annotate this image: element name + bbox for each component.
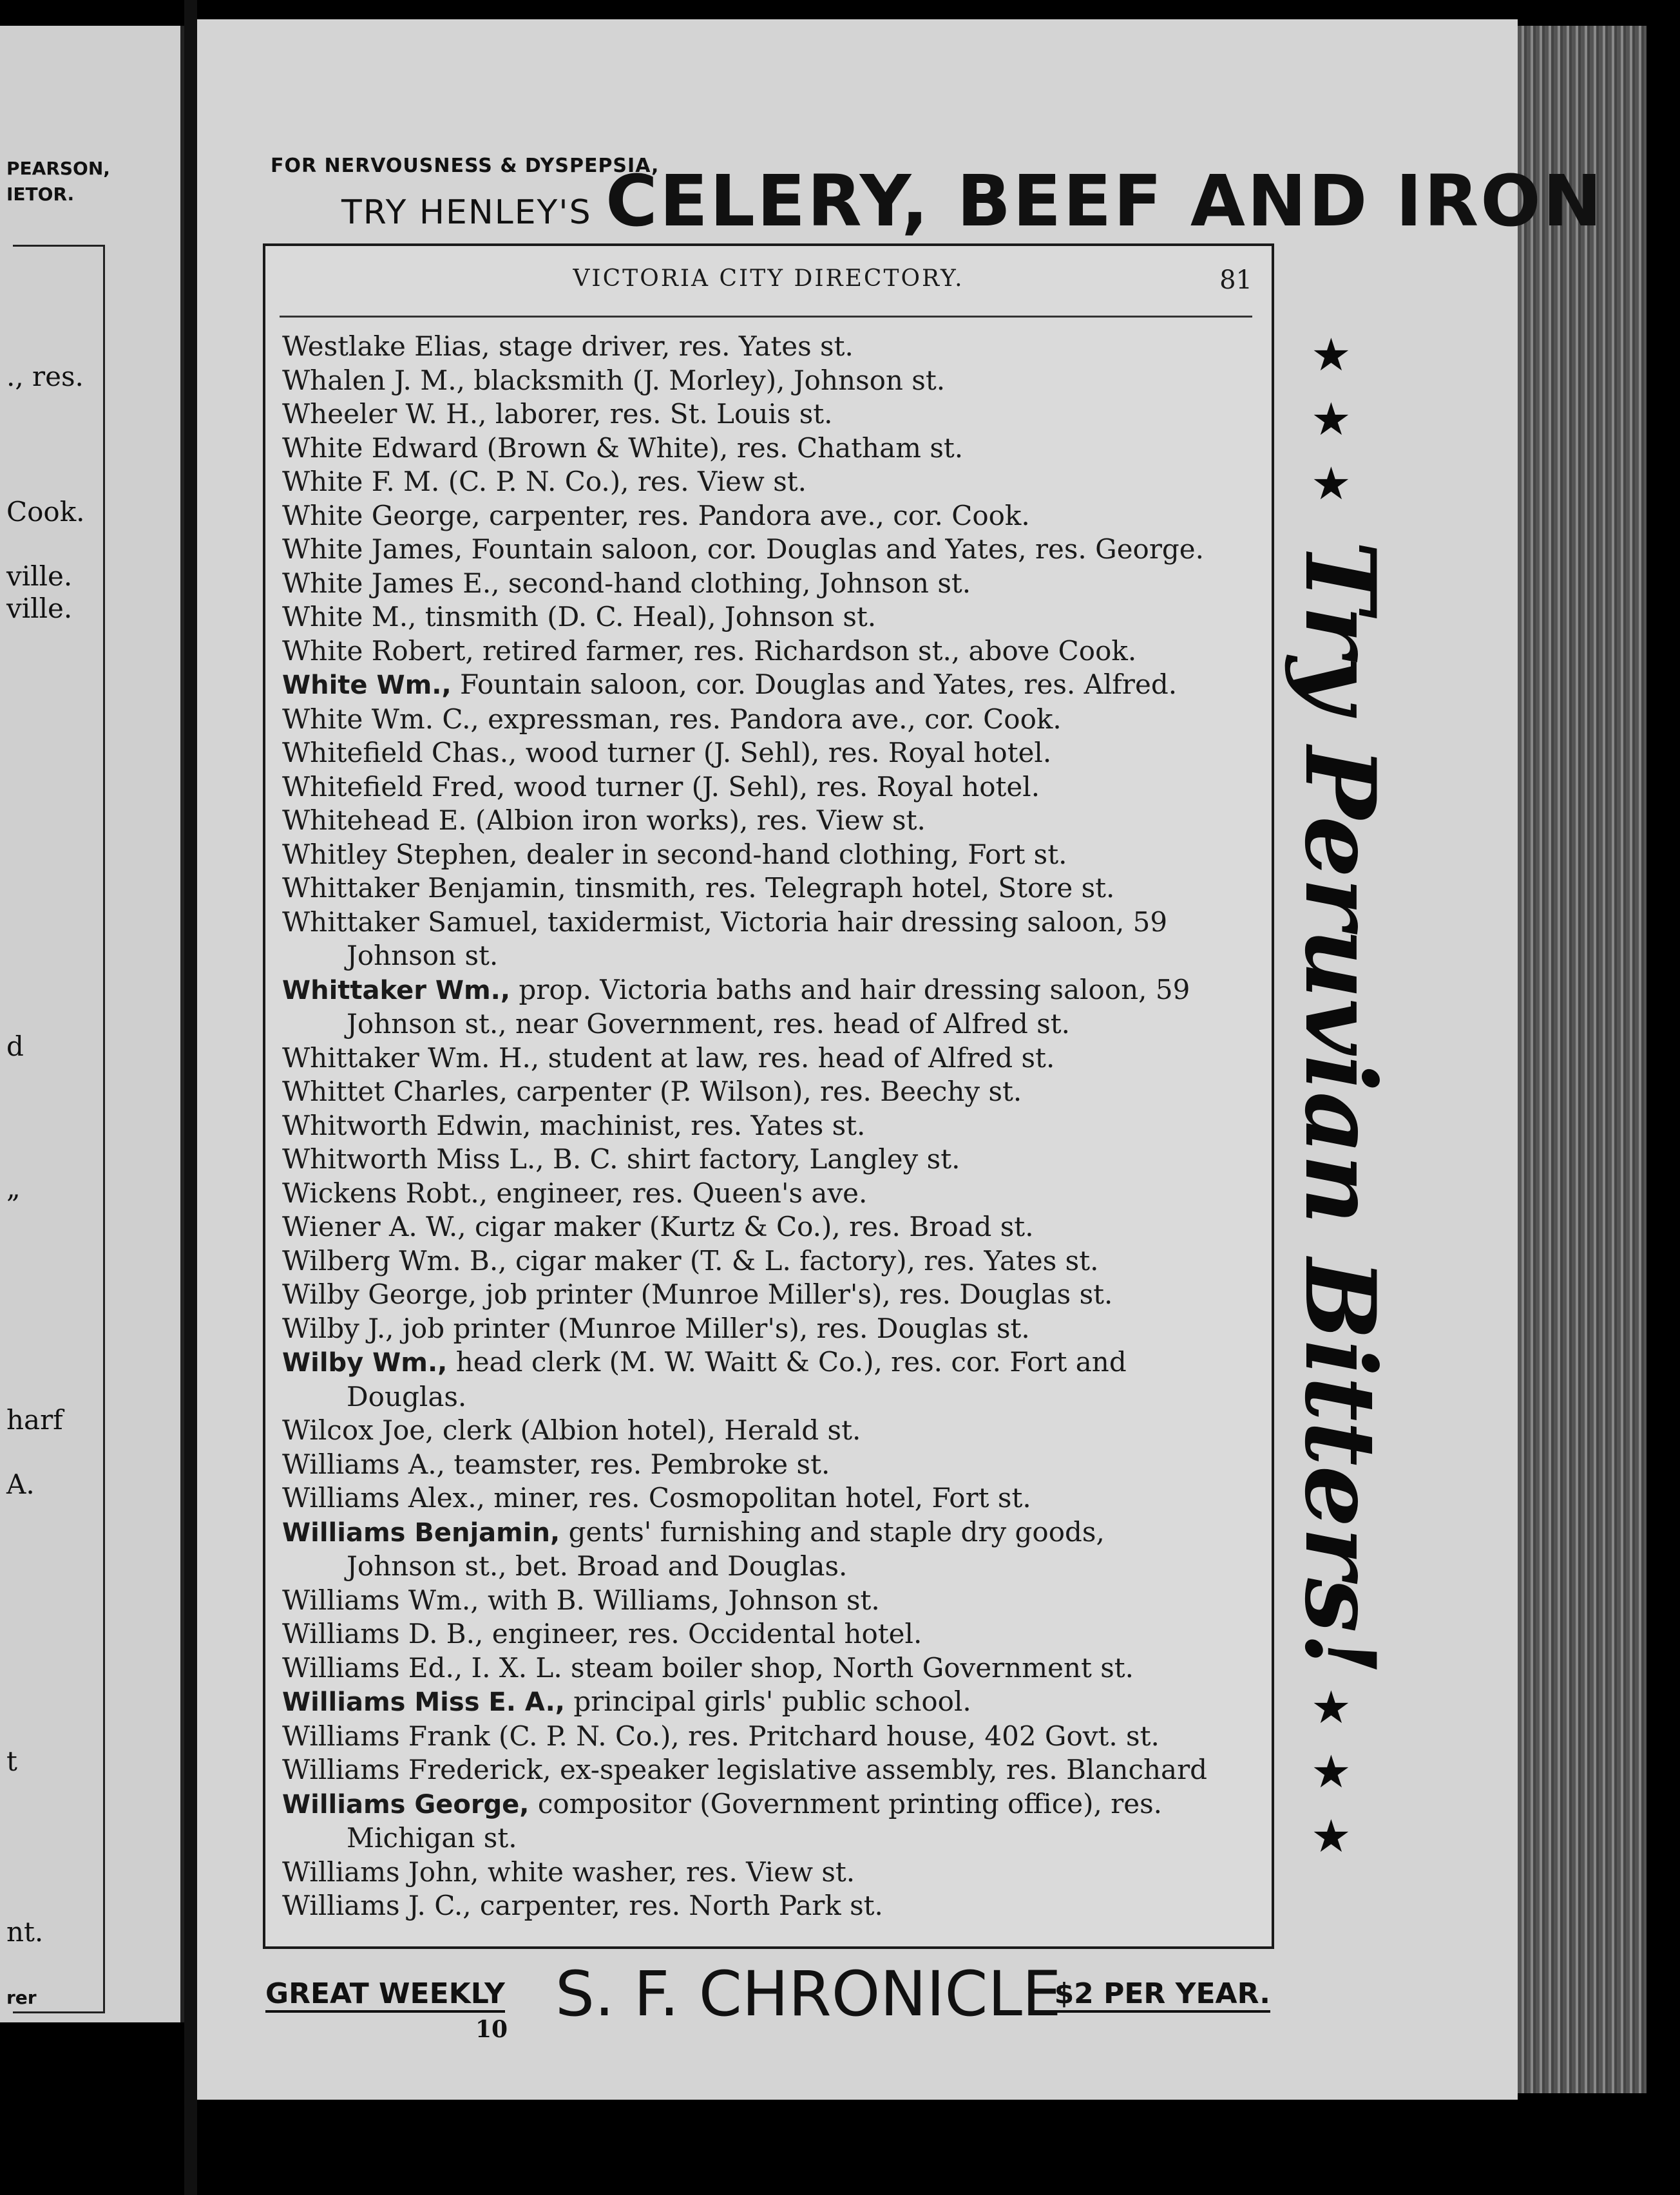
entry-name: White M., [282,601,417,632]
entry-details: cigar maker (Kurtz & Co.), res. Broad st. [466,1211,1034,1242]
directory-entry [282,1856,1261,1890]
entry-name: Whitley Stephen, [282,838,518,870]
ad-newspaper-name: S. F. CHRONICLE [555,1958,1062,2030]
entry-details: wood turner (J. Sehl), res. Royal hotel. [517,737,1052,768]
directory-entry [282,1244,1261,1278]
entry-name: Whittaker Benjamin, [282,872,566,904]
entry-name: White Edward [282,432,479,464]
directory-entry [282,1210,1261,1244]
entry-details: head clerk (M. W. Waitt & Co.), res. cor. Fort and [447,1346,1127,1378]
left-page-fragment: ville. [6,593,73,624]
entry-details: B. C. shirt factory, Langley st. [544,1143,960,1175]
entry-name: Whittet Charles, [282,1076,508,1107]
left-page-fragment: ville. [6,560,73,592]
entry-details: Michigan st. [347,1822,517,1854]
entry-details: Johnson st. [347,940,499,971]
directory-entry [282,600,1261,634]
entry-details: Johnson st., bet. Broad and Douglas. [347,1550,848,1582]
directory-entry-continuation [282,1821,1261,1856]
entry-name: White George, [282,499,481,531]
ad-product-name: CELERY, BEEF AND IRON [606,160,1604,242]
entry-name: Whalen J. M., [282,364,465,396]
entry-details: tinsmith (D. C. Heal), Johnson st. [416,601,877,632]
directory-entry [282,364,1261,398]
entry-details: blacksmith (J. Morley), Johnson st. [464,364,946,396]
star-icon: ★ [1311,328,1351,381]
entry-details: machinist, res. Yates st. [531,1109,866,1141]
ad-weekly-label: GREAT WEEKLY [265,1977,505,2013]
entry-details: engineer, res. Occidental hotel. [483,1618,922,1649]
directory-entry [282,1651,1261,1686]
top-advertisement [271,155,1604,242]
directory-entry [282,1617,1261,1651]
directory-entry-continuation [282,1007,1261,1041]
entry-details: I. X. L. steam boiler shop, North Government st. [463,1651,1134,1684]
entry-details: wood turner (J. Sehl), res. Royal hotel. [505,770,1040,803]
entry-name: White Wm., [282,670,452,700]
entry-details: Douglas. [347,1380,467,1412]
entry-name: Wilby J., [282,1312,394,1344]
left-page-fragment: „ [6,1172,21,1204]
entry-name: Whittaker Samuel, [282,906,539,938]
entry-details: dealer in second-hand clothing, Fort st. [517,838,1067,870]
directory-entry [282,1075,1261,1109]
entry-name: Whittaker Wm., [282,975,511,1005]
star-icon: ★ [1311,1810,1351,1863]
side-slogan-text: Try Peruvian Bitters! [1283,540,1397,1675]
directory-entry [282,973,1261,1008]
directory-entry [282,804,1261,838]
entry-name: Wheeler W. H., [282,398,487,430]
ad-small-line: FOR NERVOUSNESS & DYSPEPSIA, [271,155,660,177]
signature-mark: 10 [475,2016,508,2043]
directory-frame [263,243,1274,1949]
directory-entry [282,1584,1261,1618]
directory-entry [282,1787,1261,1822]
directory-entry [282,397,1261,432]
entry-details: ex-speaker legislative assembly, res. Blanchard [551,1754,1208,1785]
entry-name: Whitefield Chas., [282,737,517,768]
page-number: 81 [1219,265,1252,295]
directory-entry [282,465,1261,499]
entry-name: White James, [282,533,463,565]
side-advertisement [1282,328,1398,1887]
entry-details: principal girls' public school. [564,1686,971,1717]
entry-details: job printer (Munroe Miller's), res. Douglas st. [477,1278,1113,1310]
entry-name: Wilby George, [282,1278,477,1310]
star-icon: ★ [1311,1745,1351,1798]
directory-entry [282,838,1261,872]
left-facing-page [0,26,184,2022]
directory-entry [282,906,1261,940]
directory-entry-continuation [282,1550,1261,1584]
directory-entry [282,1312,1261,1346]
left-page-fragment: Cook. [6,496,85,527]
left-page-fragment: harf [6,1404,63,1436]
left-page-fragment: PEARSON, [6,158,110,179]
bottom-advertisement [265,1958,1270,2035]
entry-details: (C. P. N. Co.), res. Pritchard house, 402 Govt. st. [490,1720,1160,1752]
directory-entry [282,1720,1261,1754]
entry-name: Wilcox Joe, [282,1414,434,1446]
entry-name: Williams D. B., [282,1618,484,1649]
entry-name: Williams Benjamin, [282,1517,560,1548]
entry-details: second-hand clothing, Johnson st. [499,567,971,599]
directory-entry [282,770,1261,804]
entry-details: white washer, res. View st. [479,1856,855,1888]
directory-entry [282,499,1261,533]
ad-price: $2 PER YEAR. [1055,1977,1270,2013]
entry-details: (C. P. N. Co.), res. View st. [439,466,807,497]
directory-entry [282,1481,1261,1516]
entry-details: Johnson st., near Government, res. head of Alfred st. [347,1008,1070,1040]
directory-entry [282,634,1261,669]
star-icon: ★ [1311,1681,1351,1734]
entry-details: engineer, res. Queen's ave. [488,1177,868,1209]
directory-entry [282,668,1261,703]
entry-details: compositor (Government printing office), res. [529,1787,1163,1820]
directory-entry [282,1109,1261,1143]
directory-entry [282,567,1261,601]
entry-details: cigar maker (T. & L. factory), res. Yates st. [506,1244,1099,1277]
directory-entry [282,736,1261,770]
entry-name: Williams George, [282,1789,530,1820]
left-page-fragment: t [6,1745,17,1777]
entry-details: miner, res. Cosmopolitan hotel, Fort st. [484,1482,1031,1514]
directory-entry [282,1177,1261,1211]
entry-details: stage driver, res. Yates st. [490,330,854,362]
entry-name: Williams J. C., [282,1890,472,1921]
star-icon: ★ [1311,393,1351,446]
directory-entry [282,1414,1261,1448]
directory-entry [282,703,1261,737]
entry-details: expressman, res. Pandora ave., cor. Cook. [479,703,1062,735]
entry-name: White F. M. [282,466,440,497]
directory-entry-continuation [282,1380,1261,1414]
left-page-fragment: rer [6,1987,37,2008]
entry-details: carpenter (P. Wilson), res. Beechy st. [508,1076,1022,1107]
directory-entry [282,1685,1261,1720]
directory-entry [282,871,1261,906]
directory-entry [282,1143,1261,1177]
entry-name: Whitefield Fred, [282,770,506,803]
entry-details: taxidermist, Victoria hair dressing saloon, 59 [539,906,1168,938]
entry-details: job printer (Munroe Miller's), res. Douglas st. [394,1312,1030,1344]
entry-name: Westlake Elias, [282,330,490,362]
directory-entry [282,1516,1261,1550]
entry-details: retired farmer, res. Richardson st., above Cook. [473,634,1137,667]
entry-details: prop. Victoria baths and hair dressing saloon, 59 [510,973,1190,1005]
directory-entry [282,1345,1261,1380]
running-head: VICTORIA CITY DIRECTORY. [573,265,964,292]
directory-entry-continuation [282,939,1261,973]
book-gutter [184,0,197,2195]
directory-entry [282,432,1261,466]
left-page-fragment: nt. [6,1916,44,1948]
entry-details: Fountain saloon, cor. Douglas and Yates, res. George. [463,533,1204,565]
entry-details: clerk (Albion hotel), Herald st. [434,1414,861,1446]
left-page-fragment: IETOR. [6,184,75,205]
entry-name: Wickens Robt., [282,1177,488,1209]
entry-details: gents' furnishing and staple dry goods, [560,1516,1105,1548]
left-page-fragment: d [6,1031,24,1062]
entry-details: carpenter, res. Pandora ave., cor. Cook. [480,499,1030,531]
entry-name: Wilby Wm., [282,1348,448,1378]
entry-name: Williams Alex., [282,1482,485,1514]
ad-try-line: TRY HENLEY'S [341,193,592,232]
entry-name: Whitworth Miss L., [282,1143,544,1175]
entry-name: Williams Ed., [282,1651,463,1684]
entry-name: Wiener A. W., [282,1211,466,1242]
directory-entry [282,330,1261,364]
directory-entries [282,330,1261,1923]
entry-details: laborer, res. St. Louis st. [486,398,833,430]
entry-details: student at law, res. head of Alfred st. [539,1041,1055,1074]
entry-name: Whittaker Wm. H., [282,1041,540,1074]
directory-entry [282,1278,1261,1312]
entry-details: Fountain saloon, cor. Douglas and Yates, res. Alfred. [451,669,1178,700]
directory-entry [282,1448,1261,1482]
entry-name: Williams Frank [282,1720,490,1752]
directory-entry [282,1753,1261,1787]
entry-name: Whitworth Edwin, [282,1109,531,1141]
star-icon: ★ [1311,457,1351,510]
entry-name: Williams John, [282,1856,479,1888]
entry-name: Williams Wm., [282,1584,479,1616]
entry-details: teamster, res. Pembroke st. [444,1448,830,1480]
directory-entry [282,1041,1261,1076]
left-page-fragment: A. [6,1468,35,1500]
entry-details: (Brown & White), res. Chatham st. [478,432,964,464]
entry-name: Williams Frederick, [282,1754,551,1785]
entry-name: Whitehead E. [282,804,467,836]
left-page-fragment: ., res. [6,361,84,392]
page-edges [1518,26,1647,2093]
entry-name: Williams Miss E. A., [282,1687,565,1717]
entry-details: (Albion iron works), res. View st. [466,804,926,836]
entry-name: Williams A., [282,1448,445,1480]
entry-details: tinsmith, res. Telegraph hotel, Store st. [566,872,1115,904]
directory-entry [282,1889,1261,1923]
entry-name: White Wm. C., [282,703,479,735]
header-rule [280,316,1252,318]
entry-name: White James E., [282,567,500,599]
entry-details: carpenter, res. North Park st. [471,1890,883,1921]
entry-details: with B. Williams, Johnson st. [479,1584,880,1616]
directory-entry [282,533,1261,567]
entry-name: Wilberg Wm. B., [282,1244,507,1277]
entry-name: White Robert, [282,634,474,667]
